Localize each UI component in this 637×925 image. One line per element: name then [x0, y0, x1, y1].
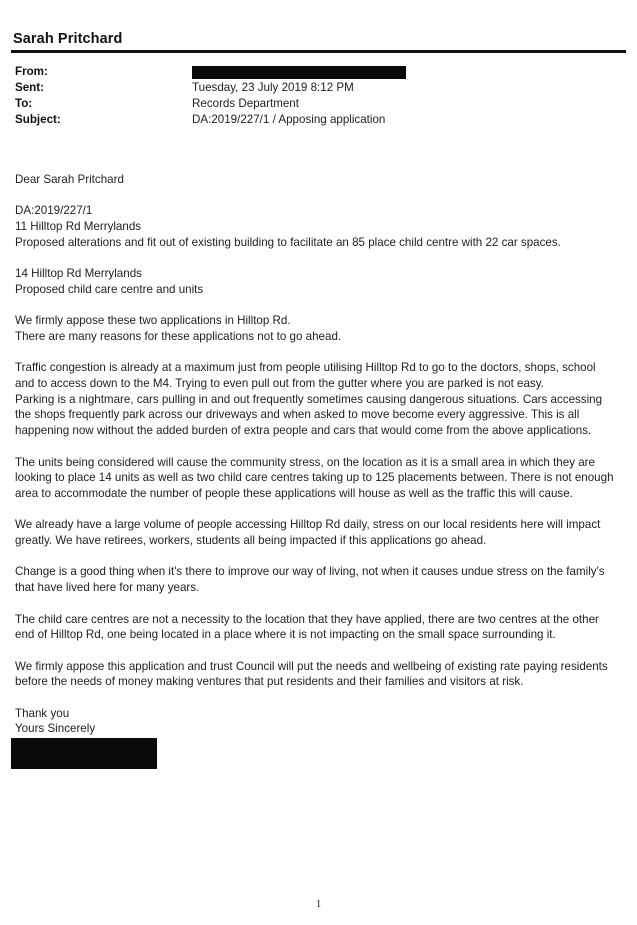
- thank-you-line: Thank you: [15, 706, 70, 720]
- salutation: Dear Sarah Pritchard: [15, 173, 124, 186]
- paragraph-volume: We already have a large volume of people accessing Hilltop Rd daily, stress on our local residents here will impact greatly. We have retirees, workers, students all being impacted if this applications go ahead.: [15, 518, 601, 548]
- sign-off-line: Yours Sincerely: [15, 722, 96, 736]
- subject-value: DA:2019/227/1 / Apposing application: [192, 113, 386, 126]
- sender-name-heading: Sarah Pritchard: [13, 31, 123, 47]
- redacted-signature-block: [11, 738, 157, 769]
- page-number: 1: [315, 898, 322, 910]
- subject-label: Subject:: [15, 113, 61, 126]
- letter-body: [15, 172, 627, 769]
- header-divider: [11, 50, 626, 53]
- reference-block: DA:2019/227/1 11 Hilltop Rd Merrylands Proposed alterations and fit out of existing building to facilitate an 85 place child centre with 22 car spaces.: [15, 204, 561, 249]
- second-application-block: 14 Hilltop Rd Merrylands Proposed child care centre and units: [15, 267, 204, 296]
- to-label: To:: [15, 97, 33, 110]
- paragraph-oppose: We firmly appose these two applications in Hilltop Rd. There are many reasons for these applications not to go ahead.: [15, 314, 342, 343]
- paragraph-centres: The child care centres are not a necessity to the location that they have applied, there are two centres at the other end of Hilltop Rd, one being located in a place where it is not impacting on the small space surrounding it.: [15, 612, 599, 642]
- paragraph-council: We firmly appose this application and trust Council will put the needs and wellbeing of existing rate paying residents before the needs of money making ventures that put residents and their families and visitors at risk.: [15, 659, 608, 689]
- to-value: Records Department: [192, 97, 299, 110]
- sent-value: Tuesday, 23 July 2019 8:12 PM: [192, 81, 354, 94]
- sent-label: Sent:: [15, 81, 44, 94]
- paragraph-change: Change is a good thing when it's there to improve our way of living, not when it causes undue stress on the family's that have lived here for many years.: [15, 565, 605, 595]
- paragraph-traffic: Traffic congestion is already at a maximum just from people utilising Hilltop Rd to go to the doctors, shops, school and to access down to the M4. Trying to even pull out from the gutter where you are parked is not easy. Parking is a nightmare, cars pulling in and out frequently sometimes causing dangerous situations. Cars accessing the shops frequently park across our driveways and when asked to move become every aggressive. This is all happening now without the added burden of extra people and cars that would come from the above applications.: [15, 361, 603, 438]
- redacted-sender-block: [192, 66, 406, 79]
- from-label: From:: [15, 65, 48, 78]
- paragraph-units: The units being considered will cause the community stress, on the location as it is a small area in which they are looking to place 14 units as well as two child care centres taking up to 125 placements between. There is not enough area to accommodate the number of people these applications will house as well as the traffic this will cause.: [15, 455, 614, 500]
